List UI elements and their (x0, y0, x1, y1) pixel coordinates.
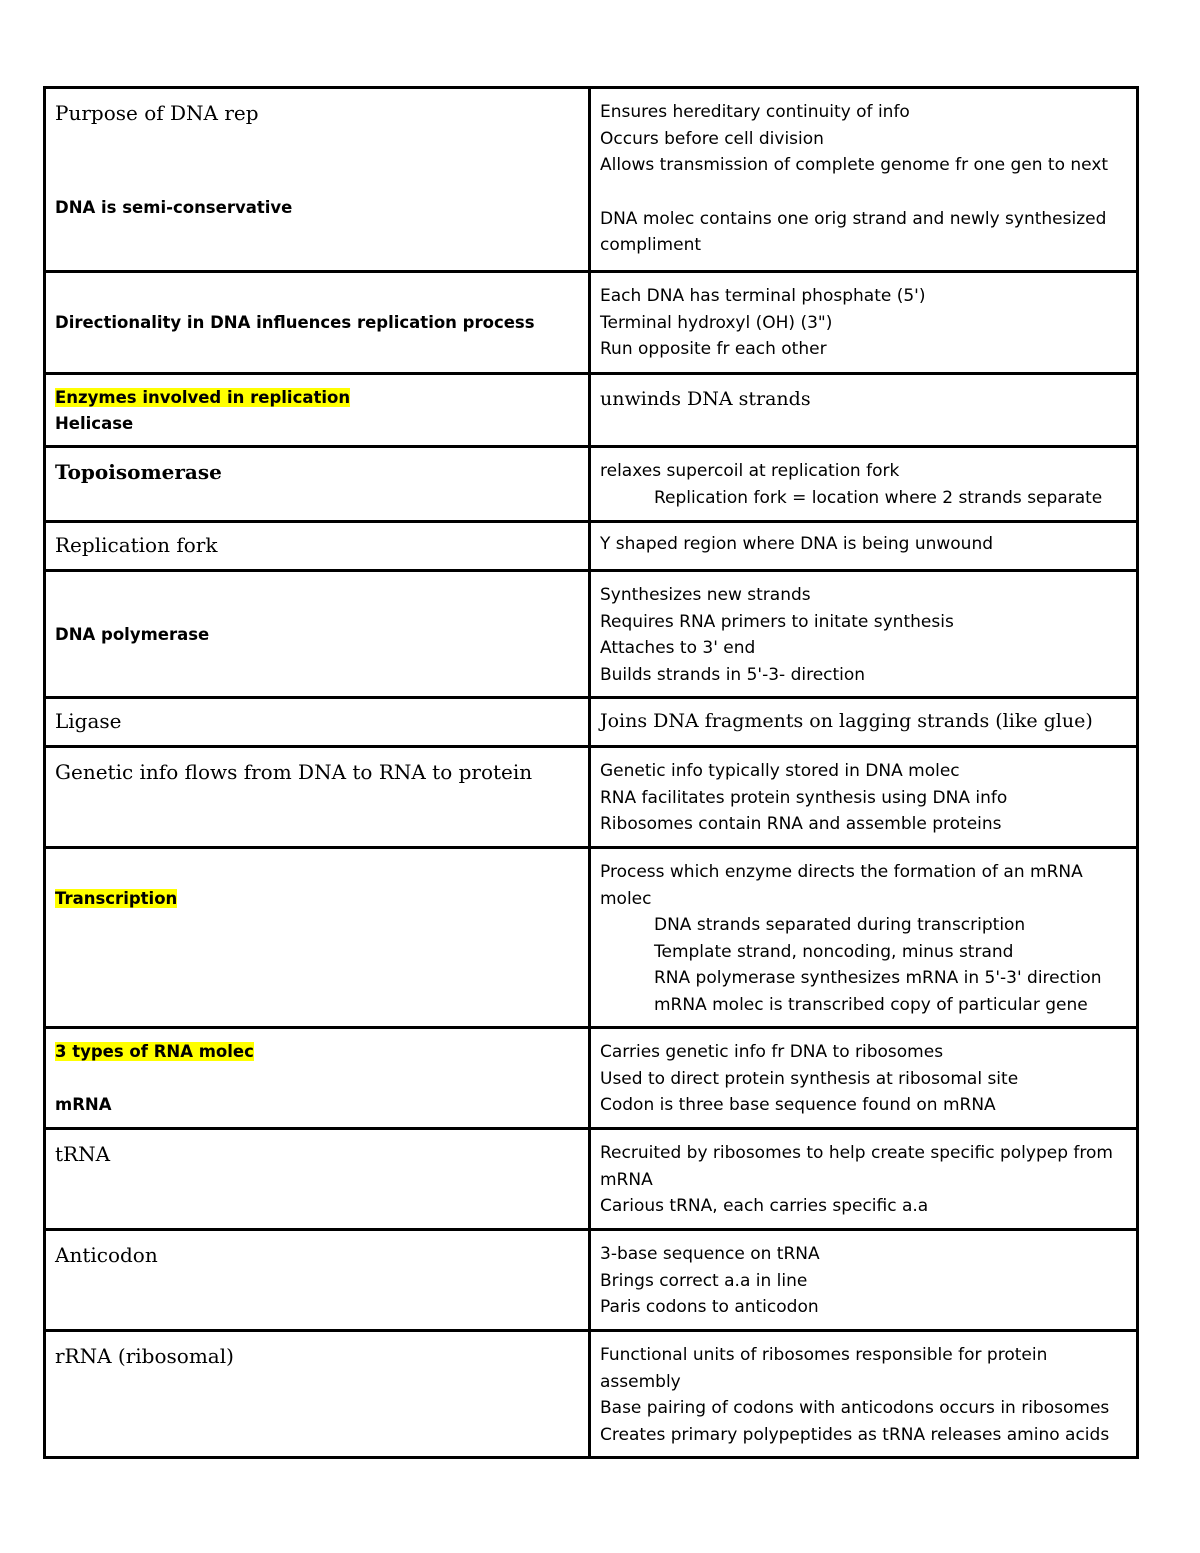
term-heading: DNA polymerase (55, 624, 210, 644)
term-cell (45, 1331, 590, 1458)
description-line: Terminal hydroxyl (OH) (3") (600, 312, 833, 333)
description-line: Builds strands in 5'-3- direction (600, 664, 866, 685)
description-line: Genetic info typically stored in DNA molec (600, 761, 960, 781)
term-heading: Replication fork (55, 533, 218, 557)
description-line: mRNA molec is transcribed copy of particular gene (654, 994, 1088, 1015)
description-cell (590, 571, 1138, 698)
description-cell (590, 698, 1138, 747)
term-heading: Genetic info flows from DNA to RNA to protein (55, 760, 533, 784)
table-row (45, 88, 1138, 272)
description-line: RNA facilitates protein synthesis using DNA info (600, 787, 1008, 808)
description-cell (590, 1129, 1138, 1230)
term-heading: Ligase (55, 709, 122, 733)
term-heading: rRNA (ribosomal) (55, 1344, 234, 1368)
term-cell (45, 88, 590, 272)
table-row (45, 374, 1138, 447)
table-row (45, 1230, 1138, 1331)
description-cell (590, 747, 1138, 848)
description-cell (590, 1028, 1138, 1129)
term-heading: mRNA (55, 1094, 112, 1114)
table-row (45, 698, 1138, 747)
term-heading: Anticodon (55, 1243, 158, 1267)
description-line: Requires RNA primers to initate synthesis (600, 611, 954, 632)
description-line: Creates primary polypeptides as tRNA releases amino acids (600, 1424, 1110, 1445)
description-cell (590, 272, 1138, 374)
table-row (45, 447, 1138, 522)
highlighted-heading: Transcription (55, 889, 178, 908)
notes-table (43, 86, 1139, 1459)
term-heading: Purpose of DNA rep (55, 101, 259, 125)
description-line: Replication fork = location where 2 strands separate (654, 487, 1103, 508)
description-line: Occurs before cell division (600, 128, 824, 149)
description-line: Joins DNA fragments on lagging strands (like glue) (600, 710, 1093, 732)
term-heading: Topoisomerase (55, 460, 222, 484)
description-line: Used to direct protein synthesis at ribosomal site (600, 1068, 1019, 1089)
description-line: Ensures hereditary continuity of info (600, 102, 910, 122)
description-line: Carious tRNA, each carries specific a.a (600, 1196, 929, 1216)
description-line: DNA strands separated during transcription (654, 915, 1026, 935)
term-cell (45, 698, 590, 747)
term-heading: tRNA (55, 1142, 111, 1166)
description-cell (590, 88, 1138, 272)
description-line: Attaches to 3' end (600, 638, 756, 658)
term-cell (45, 272, 590, 374)
highlighted-heading: 3 types of RNA molec (55, 1042, 254, 1061)
description-line: Carries genetic info fr DNA to ribosomes (600, 1042, 944, 1062)
table-row (45, 571, 1138, 698)
term-cell (45, 374, 590, 447)
table-row (45, 848, 1138, 1028)
description-cell (590, 848, 1138, 1028)
description-cell (590, 1230, 1138, 1331)
table-row (45, 1028, 1138, 1129)
description-line: Ribosomes contain RNA and assemble proteins (600, 814, 1002, 834)
description-line: RNA polymerase synthesizes mRNA in 5'-3' direction (654, 968, 1102, 988)
table-row (45, 272, 1138, 374)
term-cell (45, 848, 590, 1028)
description-cell (590, 522, 1138, 571)
term-cell (45, 522, 590, 571)
term-cell (45, 447, 590, 522)
table-row (45, 522, 1138, 571)
term-cell (45, 1230, 590, 1331)
description-line: unwinds DNA strands (600, 388, 811, 410)
description-line: Codon is three base sequence found on mRNA (600, 1095, 996, 1115)
table-row (45, 747, 1138, 848)
highlighted-heading: Enzymes involved in replication (55, 388, 351, 407)
term-cell (45, 571, 590, 698)
term-heading: Directionality in DNA influences replication process (55, 313, 535, 333)
description-line: Paris codons to anticodon (600, 1297, 819, 1317)
description-line: Functional units of ribosomes responsible for protein assembly (600, 1345, 1048, 1392)
table-row (45, 1331, 1138, 1458)
term-cell (45, 1028, 590, 1129)
description-line: Y shaped region where DNA is being unwound (600, 534, 994, 554)
description-cell (590, 1331, 1138, 1458)
description-line: Base pairing of codons with anticodons occurs in ribosomes (600, 1398, 1110, 1418)
description-line: Process which enzyme directs the formation of an mRNA molec (600, 862, 1083, 909)
description-cell (590, 447, 1138, 522)
term-cell (45, 1129, 590, 1230)
description-line: 3-base sequence on tRNA (600, 1244, 820, 1264)
description-cell (590, 374, 1138, 447)
term-heading: DNA is semi-conservative (55, 198, 293, 217)
term-cell (45, 747, 590, 848)
description-line: Recruited by ribosomes to help create specific polypep from mRNA (600, 1143, 1113, 1190)
description-line: Run opposite fr each other (600, 339, 827, 359)
description-line: Allows transmission of complete genome fr one gen to next (600, 155, 1109, 175)
table-row (45, 1129, 1138, 1230)
description-line: Template strand, noncoding, minus strand (654, 941, 1014, 962)
description-line: Each DNA has terminal phosphate (5') (600, 286, 926, 306)
description-line: relaxes supercoil at replication fork (600, 461, 900, 481)
description-line: DNA molec contains one orig strand and newly synthesized compliment (600, 208, 1107, 255)
description-line: Synthesizes new strands (600, 585, 811, 605)
description-line: Brings correct a.a in line (600, 1270, 808, 1291)
term-heading: Helicase (55, 413, 134, 433)
